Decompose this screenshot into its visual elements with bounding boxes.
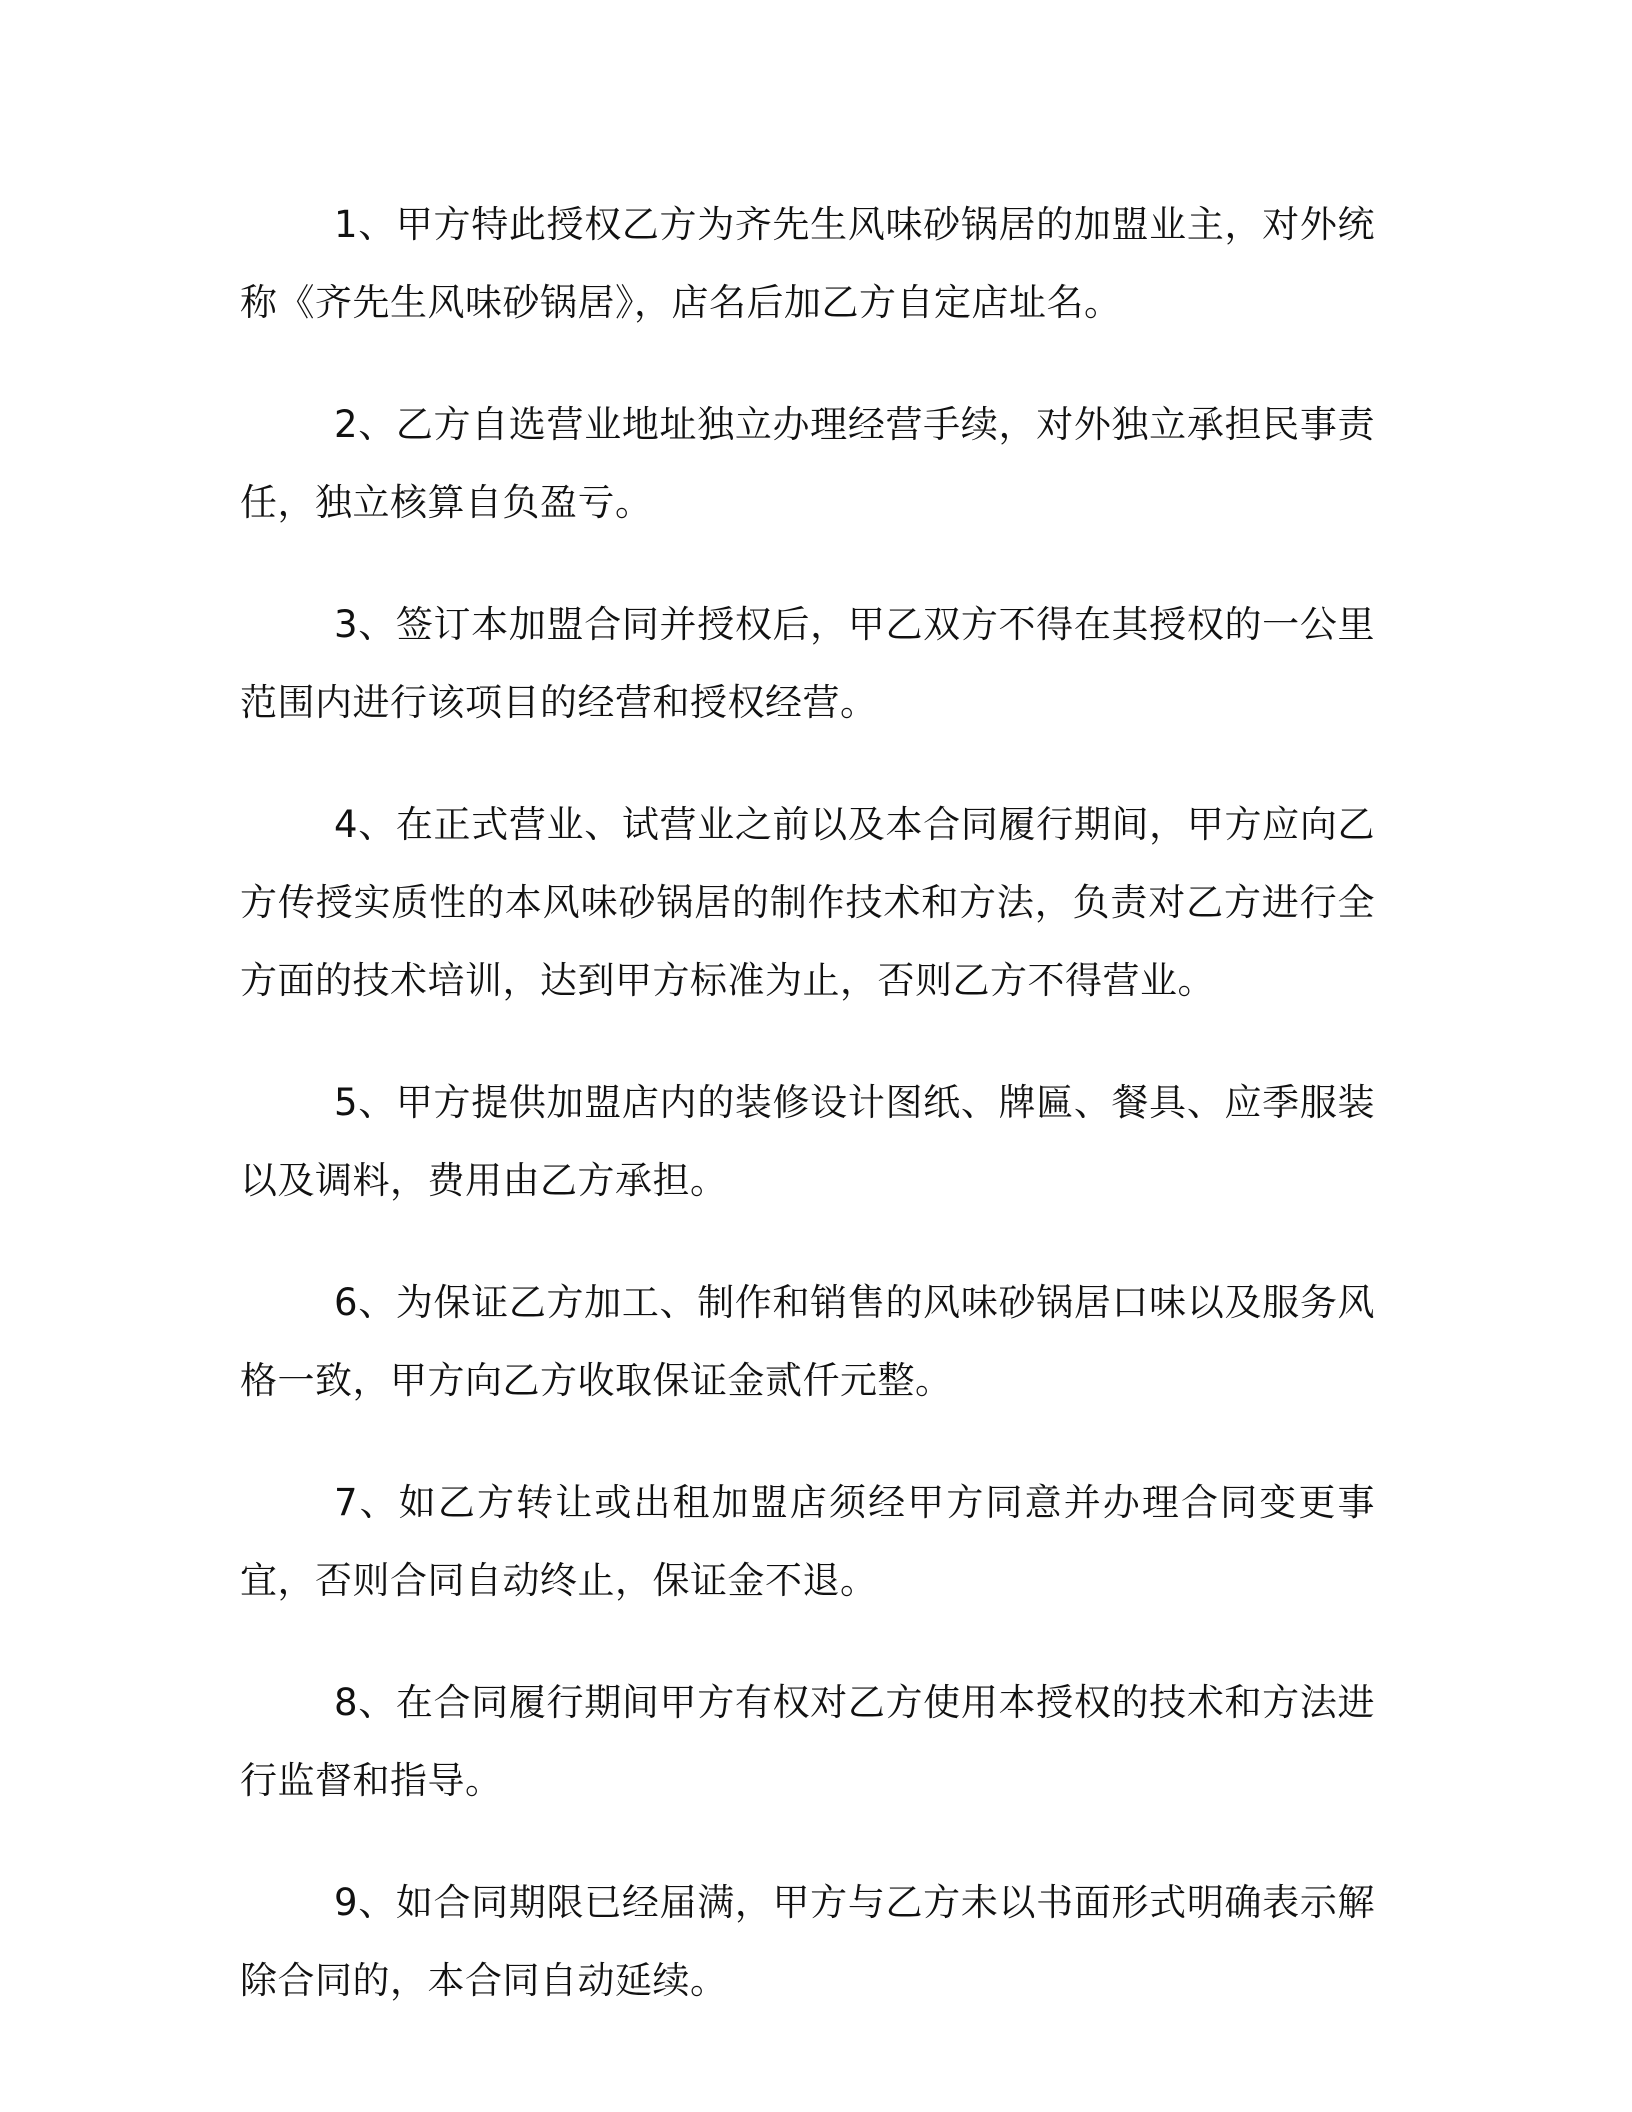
clause-5: 5、甲方提供加盟店内的装修设计图纸、牌匾、餐具、应季服装以及调料，费用由乙方承担。 [240,1081,1375,1202]
clause-1: 1、甲方特此授权乙方为齐先生风味砂锅居的加盟业主，对外统称《齐先生风味砂锅居》，店名后加乙方自定店址名。 [240,203,1375,324]
clause-4: 4、在正式营业、试营业之前以及本合同履行期间，甲方应向乙方传授实质性的本风味砂锅居的制作技术和方法，负责对乙方进行全方面的技术培训，达到甲方标准为止，否则乙方不得营业。 [240,803,1375,1002]
clause-6: 6、为保证乙方加工、制作和销售的风味砂锅居口味以及服务风格一致，甲方向乙方收取保证金贰仟元整。 [240,1281,1375,1402]
clause-2: 2、乙方自选营业地址独立办理经营手续，对外独立承担民事责任，独立核算自负盈亏。 [240,403,1375,524]
clause-8: 8、在合同履行期间甲方有权对乙方使用本授权的技术和方法进行监督和指导。 [240,1681,1375,1802]
clause-9: 9、如合同期限已经届满，甲方与乙方未以书面形式明确表示解除合同的，本合同自动延续。 [240,1881,1375,2002]
clause-7: 7、如乙方转让或出租加盟店须经甲方同意并办理合同变更事宜，否则合同自动终止，保证金不退。 [240,1481,1375,1602]
contract-clauses [240,186,1375,2064]
clause-3: 3、签订本加盟合同并授权后，甲乙双方不得在其授权的一公里范围内进行该项目的经营和授权经营。 [240,603,1375,724]
